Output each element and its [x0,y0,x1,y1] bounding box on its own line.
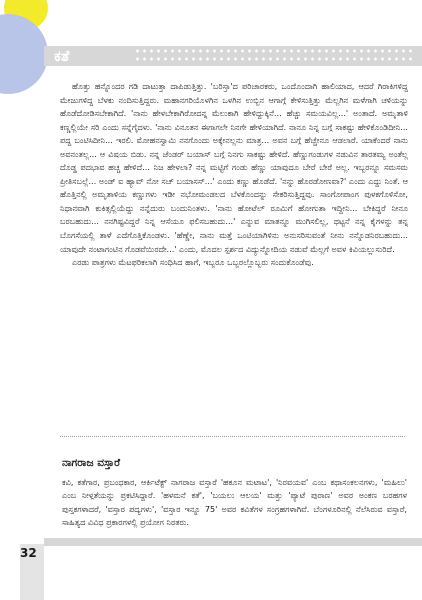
author-name: ನಾಗರಾಜ ವಸ್ತಾರೆ [62,457,121,469]
header-band [44,46,422,66]
footer-band [44,538,422,546]
decorative-blue-circle [0,14,48,94]
dotted-separator [60,436,405,437]
page-number: 32 [20,546,37,560]
story-text [60,80,408,270]
story-paragraph: ಎರಡು ಪಾತ್ರಗಳು ಮೆಟಫರಿಕಲಾಗಿ ಸಂಧಿಸಿದ ಹಾಗೆ, ಇಬ್ಬರೂ ಒಬ್ಬರಲ್ಲೊಬ್ಬರು ಸಂದುಕೊಂಡೆವು. [72,257,314,268]
section-title: ಕತೆ [54,47,70,65]
story-paragraph: ಹೊತ್ತು ಹನ್ನೊಂದರ ಗಡಿ ದಾಟುತ್ತಾ ದಾಪಿಡುತ್ತಿತ್ತು. 'ಬರಿಸ್ತಾ'ದ ಪರಿಚಾರಕರು, ಒಂದೊಂದಾಗಿ ಹಾಲಿಯಾದ, ಆದರೆ ಗಿರಾಕಿಗಳಿದ್ದ ಮೇಜುಗಳಿದ್ದ ಬೆಳಕು ನಂದಿಸುತ್ತಿದ್ದರು. ಮಹಾನಗರಿಯೊಳಗಿನ ಒಳಗಿನ ಉಬ್ಬಿನ ಆಗಾಗ್ಗೆ ಕೇಳಿಸುತ್ತಿತ್ತು ಮೆಲ್ಲಗಿನ ಮಳೆಗಾಗಿ ಚಳಿಯನ್ನು ಹೊಡೆದೋಡಿಸಬೇಕಾಗಿದೆ. 'ನಾನು ಹೇಳಬೇಕಾಗಿರೋದನ್ನ ಮೆಲುಕಾಗಿ ಹೇಳಿದ್ದುಕ್ಕಿನೆ... ಹೆಚ್ಚು ಸಮಯವಿಲ್ಲ...' ಅಂತಾದೆ. ಅಮೃತಾಳಿ ಕಣ್ಣಲ್ಲಿಯೇ ಸರಿ ಎಂದು ಸನ್ನೆಗೈದಳು. 'ನಾನು ವಿನೂತನ ಈಗಾಗಲೇ ನಿನಗೇ ಹೇಳಿಯಾಗಿದೆ. ನಾನೂ ನಿನ್ನ ಬಗ್ಗೆ ಸಾಕಷ್ಟು ಹೇಳಿಕೊಂಡಿದೀನಿ... ಪದ್ದ ಬಂಟಿಸಿದೀನಿ... ಇರಲಿ. ಮೋಹನಸ್ವಾಮಿ ನನಗೊಂದು ಅಕ್ಕೇನಲ್ಲನು ಮಾತ್ರ... ಅವನ ಬಗ್ಗೆ ಹೆಚ್ಚೇನೂ ಆಡಲಾರೆ. ಯಾಕೆಂದರೆ ನಾನು ಅವನಂತಲ್ಲ... ಆ ವಿಷಯ ಬಿಡು. ನನ್ನ ಜೆಂಡರ್ ಬಯಾಸ್ ಬಗ್ಗೆ ನಿನಗು ಸಾಕಷ್ಟು ಹೇಳಿದೆ. ಹೆಣ್ಣುಗಂಡುಗಳ ನಡುವಿನ ತಾರತಮ್ಯ ಅಂತೆಲ್ಲ ದೊಡ್ಡ ಪದಭಾವ ಹಚ್ಚ ಹೇಳಿದೆ... ನಿಜ ಹೇಳಲಾ? ನನ್ನ ಮಟ್ಟಿಗೆ ಗಂಡು ಹೆಣ್ಣು ಯಾವುದೂ ಬೇರೆ ಬೇರೆ ಅಲ್ಲ. ಇಬ್ಬರನ್ನೂ ಸಮಸಮ ಪ್ರೀತಿಸಬಲ್ಲೆ... ಅಂಡ್ ಐ ಹ್ಯಾವ್ ನೋ ಸಚ್ ಬಯಾಸಸ್...' ಎಂದು ಕಣ್ಣು ಹೊಡೆದೆ. 'ನನ್ನು ಹೊರಡೋಣವಾ?' ಎಂದು ಎದ್ದು ನಿಂತೆ. ಆ ಹೊತ್ತಿನಲ್ಲಿ ಅಮೃತಾಳಿಯ ಕಣ್ಣುಗಳು ಇಡೀ ನಭೋಮಂಡಲದ ಬೆಳಕೊಂದನ್ನು ಸೇಕರಿಸುತ್ತಿದ್ದವು. ಸಾಂಗೋಪಾಂಗ ಪುಳಕಗೊಳಿಸೋ, ನಿಧಾನವಾಗಿ ಕುಕಿತ್ಸಲ್ಲಿಯೆದ್ದು ನನ್ನೆದುರು ಬಂದುನಿಂತಳು. 'ನಾನು ಹೋಟೆಲ್ ರೂಮಿಗೆ ಹೋಗುತಾ ಇದ್ದೀನಿ... ಬೇಕಿದ್ದರೆ ನೀನೂ ಬರಬಹುದು... ನನಗಿಷ್ಟವಿದ್ದರೆ ನಿನ್ನ ಆಸೆಯೂ ಫಲಿಸಬಹುದು...' ಎನ್ನುವ ಮಾತನ್ನೂ ಮುಗಿಸಲಿಲ್ಲ, ಥಟ್ಟನೆ ನನ್ನ ಕೈಗಳನ್ನು ತನ್ನ ಬೊಗಸೆಯಲ್ಲಿ ತಾಳೆ ಎದೆಗೊತ್ತಿಕೊಂಡಳು. 'ಹೆಣ್ಣೇ, ನಾನು ಮತ್ತೆ ಒಂಟಿಯಾಗಿಳಿನು ಅನುಸರಿಸುವಂತೆ ನೀನು ನನ್ನೊಡನಿರಬಹುದು... ಯಾವುದೇ ನಂಟಾಗಂಟಿನ ಗೊಡವೆಯಿರದೇ...' ಎಂದು, ಮೊದಲ ಸ್ಪರ್ಶದ ವಿದ್ಯುನ್ನೋದಿಯ ನಡುವೆ ಮೆಲ್ಲಗೆ ಅವಳ ಕಿವಿಯಲ್ಲುಸುರಿದೆ. [60,81,408,254]
author-bio: ಕವಿ, ಕತೆಗಾರ, ಪ್ರಬಂಧಕಾರ, ಆರ್ಕಿಟೆಕ್ಟ್ ನಾಗರಾಜ ವಸ್ತಾರೆ 'ಹಕೂನ ಮಟಾಟ', 'ನಿರವಯವ' ಎಂಬ ಕಥಾಸಂಕಲನಗಳು, 'ಮಹಿಲು' ಎಂಬ ನೀಳ್ಗತೆಯನ್ನು ಪ್ರಕಟಿಸಿದ್ದಾರೆ. 'ಹಳಮನೆ ಕತೆ', 'ಬಯಲು ಆಲಯ' ಮತ್ತು 'ಪ್ಯಾಟೆ ಪುರಾಣ' ಅವರ ಅಂಕಣ ಬರಹಗಳ ಪುಸ್ತಕಗಳಾದರೆ, 'ವಸ್ತಾರ ಪದ್ಯಗಳು', 'ವಸ್ತಾರ ಇನ್ನೂ 75' ಅವರ ಕವಿತೆಗಳ ಸಂಗ್ರಹಗಳಾಗಿವೆ. ಬೆಂಗಳೂರಿನಲ್ಲಿ ನೆಲೆಸಿರುವ ವಸ್ತಾರೆ, ಸಾಹಿತ್ಯದ ವಿವಿಧ ಪ್ರಕಾರಗಳಲ್ಲಿ ಪ್ರಯೋಗ ನಿರತರು. [62,477,407,528]
header-dot-pattern [134,47,416,63]
